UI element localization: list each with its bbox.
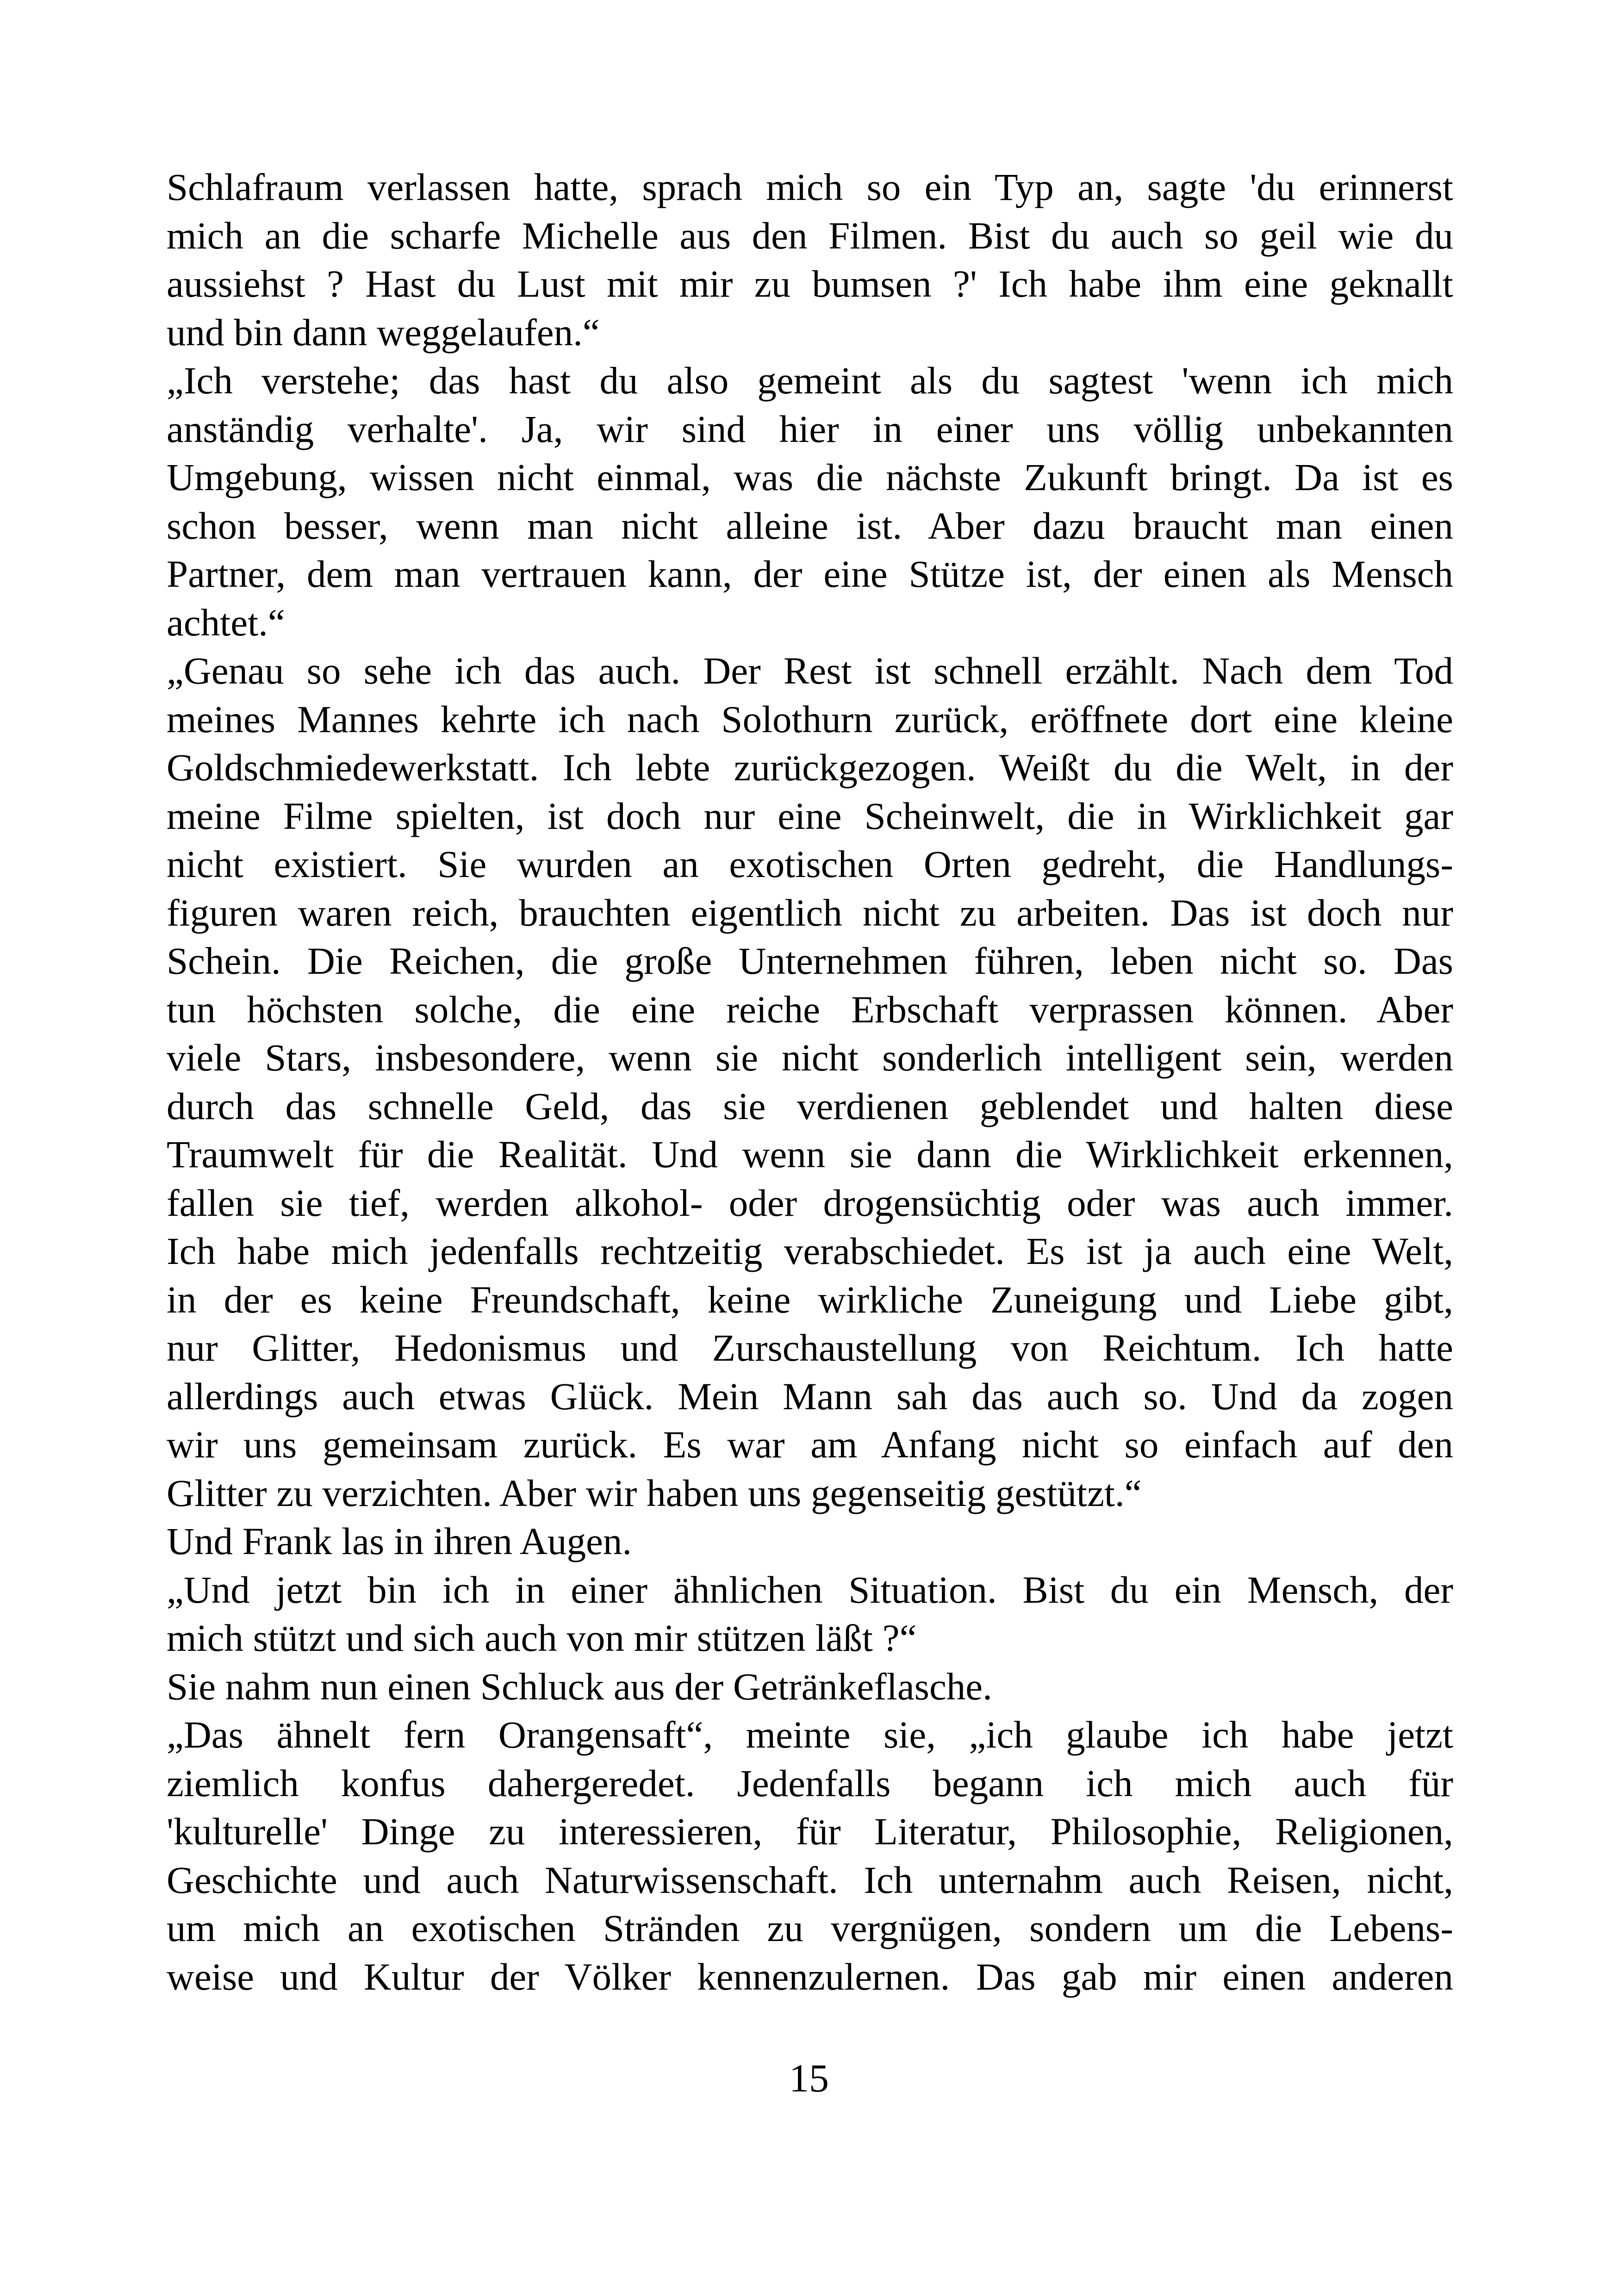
- text-line: und bin dann weggelaufen.“: [167, 311, 600, 354]
- text-line: allerdings auch etwas Glück. Mein Mann sah das auch so. Und da zogen: [167, 1375, 1453, 1418]
- text-line: Goldschmiedewerkstatt. Ich lebte zurückgezogen. Weißt du die Welt, in der: [167, 746, 1453, 789]
- text-line: viele Stars, insbesondere, wenn sie nicht sonderlich intelligent sein, werden: [167, 1036, 1453, 1079]
- text-line: meines Mannes kehrte ich nach Solothurn zurück, eröffnete dort eine kleine: [167, 697, 1453, 740]
- text-line: Traumwelt für die Realität. Und wenn sie dann die Wirklichkeit erkennen,: [167, 1133, 1453, 1176]
- text-line: „Ich verstehe; das hast du also gemeint als du sagtest 'wenn ich mich: [167, 359, 1453, 402]
- text-line: tun höchsten solche, die eine reiche Erbschaft verprassen können. Aber: [167, 988, 1453, 1031]
- text-line: ziemlich konfus dahergeredet. Jedenfalls begann ich mich auch für: [167, 1761, 1453, 1804]
- text-line: durch das schnelle Geld, das sie verdienen geblendet und halten diese: [167, 1084, 1453, 1127]
- text-line: Sie nahm nun einen Schluck aus der Getränkeflasche.: [167, 1665, 992, 1708]
- body-text: [167, 163, 1453, 2001]
- text-line: mich an die scharfe Michelle aus den Filmen. Bist du auch so geil wie du: [167, 214, 1453, 257]
- text-line: fallen sie tief, werden alkohol- oder drogensüchtig oder was auch immer.: [167, 1181, 1453, 1224]
- text-line: achtet.“: [167, 601, 285, 644]
- text-line: schon besser, wenn man nicht alleine ist. Aber dazu braucht man einen: [167, 504, 1453, 547]
- text-line: Und Frank las in ihren Augen.: [167, 1520, 632, 1562]
- text-line: „Genau so sehe ich das auch. Der Rest ist schnell erzählt. Nach dem Tod: [167, 649, 1453, 692]
- text-line: mich stützt und sich auch von mir stützen läßt ?“: [167, 1617, 917, 1659]
- text-line: Schlafraum verlassen hatte, sprach mich so ein Typ an, sagte 'du erinnerst: [167, 166, 1453, 208]
- text-line: nicht existiert. Sie wurden an exotischen Orten gedreht, die Handlungs-: [167, 843, 1453, 885]
- text-line: meine Filme spielten, ist doch nur eine Scheinwelt, die in Wirklichkeit gar: [167, 794, 1453, 837]
- text-line: wir uns gemeinsam zurück. Es war am Anfang nicht so einfach auf den: [167, 1423, 1453, 1466]
- text-line: Glitter zu verzichten. Aber wir haben uns gegenseitig gestützt.“: [167, 1471, 1142, 1514]
- text-line: Ich habe mich jedenfalls rechtzeitig verabschiedet. Es ist ja auch eine Welt,: [167, 1230, 1453, 1272]
- text-line: Umgebung, wissen nicht einmal, was die nächste Zukunft bringt. Da ist es: [167, 456, 1453, 498]
- text-line: nur Glitter, Hedonismus und Zurschaustellung von Reichtum. Ich hatte: [167, 1326, 1453, 1369]
- text-line: 'kulturelle' Dinge zu interessieren, für Literatur, Philosophie, Religionen,: [167, 1810, 1453, 1853]
- text-line: um mich an exotischen Stränden zu vergnügen, sondern um die Lebens-: [167, 1907, 1453, 1949]
- text-line: aussiehst ? Hast du Lust mit mir zu bumsen ?' Ich habe ihm eine geknallt: [167, 262, 1453, 305]
- text-line: „Und jetzt bin ich in einer ähnlichen Situation. Bist du ein Mensch, der: [167, 1568, 1453, 1611]
- text-line: Partner, dem man vertrauen kann, der eine Stütze ist, der einen als Mensch: [167, 553, 1453, 595]
- text-line: Geschichte und auch Naturwissenschaft. Ich unternahm auch Reisen, nicht,: [167, 1858, 1453, 1901]
- text-line: „Das ähnelt fern Orangensaft“, meinte sie, „ich glaube ich habe jetzt: [167, 1713, 1453, 1756]
- text-line: figuren waren reich, brauchten eigentlich nicht zu arbeiten. Das ist doch nur: [167, 891, 1453, 934]
- page-number: 15: [789, 2056, 829, 2100]
- text-line: anständig verhalte'. Ja, wir sind hier in einer uns völlig unbekannten: [167, 407, 1453, 450]
- text-line: Schein. Die Reichen, die große Unternehmen führen, leben nicht so. Das: [167, 940, 1453, 982]
- text-line: in der es keine Freundschaft, keine wirkliche Zuneigung und Liebe gibt,: [167, 1278, 1453, 1321]
- text-line: weise und Kultur der Völker kennenzulernen. Das gab mir einen anderen: [167, 1955, 1453, 1998]
